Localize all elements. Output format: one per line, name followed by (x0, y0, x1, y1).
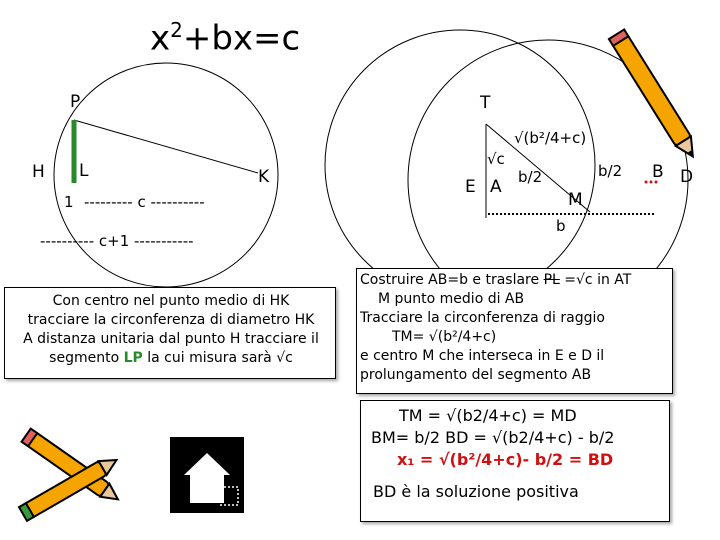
label-p: P (70, 92, 81, 112)
label-b: B (652, 162, 664, 182)
label-sqrt-c: √c (487, 150, 505, 168)
box-right-line-1: Costruire AB=b e traslare PL =√c in AT (360, 272, 632, 288)
explanation-box-left (4, 287, 336, 379)
pencil-icon (600, 2, 710, 187)
result-line-3: x₁ = √(b²/4+c)- b/2 = BD (397, 450, 614, 469)
box-right-line-4: TM= √(b²/4+c) (392, 329, 497, 345)
box-left-line-1: Con centro nel punto medio di HK (52, 293, 290, 309)
label-c-line: --------- c ---------- (84, 193, 205, 211)
box-left-line-4: segmento LP la cui misura sarà √c (49, 350, 293, 366)
label-m: M (568, 190, 583, 210)
label-t: T (480, 93, 491, 113)
label-d: D (680, 167, 694, 187)
box-left-line-2: tracciare la circonferenza di diametro HK (27, 312, 315, 328)
label-one: 1 (64, 193, 74, 211)
home-icon (170, 437, 244, 513)
explanation-box-right (356, 268, 673, 394)
label-radical: √(b²/4+c) (514, 129, 587, 147)
result-line-1: TM = √(b2/4+c) = MD (399, 406, 577, 425)
label-a: A (490, 177, 502, 197)
label-b2-right: b/2 (598, 162, 623, 180)
box-right-line-5: e centro M che interseca in E e D il (360, 348, 605, 364)
box-right-line-6: prolungamento del segmento AB (360, 367, 592, 383)
page-title: $x^2+bx=c$ (150, 18, 301, 59)
box-right-line-2: M punto medio di AB (378, 291, 525, 307)
pencil-icon (8, 418, 128, 533)
segment-lp-label: LP (123, 350, 143, 366)
result-box (360, 400, 670, 522)
segment-pk (74, 120, 258, 173)
label-h: H (32, 162, 45, 182)
label-b-length: b (556, 217, 566, 235)
result-line-4: BD è la soluzione positiva (373, 482, 579, 501)
label-b2-left: b/2 (518, 168, 543, 186)
home-button[interactable] (170, 437, 244, 513)
label-c1-line: ---------- c+1 ----------- (40, 232, 194, 250)
label-e: E (465, 177, 476, 197)
box-right-line-3: Tracciare la circonferenza di raggio (360, 310, 605, 326)
label-l: L (79, 161, 89, 181)
label-k: K (258, 167, 270, 187)
box-left-line-3: A distanza unitaria dal punto H tracciare il (23, 331, 319, 347)
result-line-2: BM= b/2 BD = √(b2/4+c) - b/2 (371, 428, 615, 447)
